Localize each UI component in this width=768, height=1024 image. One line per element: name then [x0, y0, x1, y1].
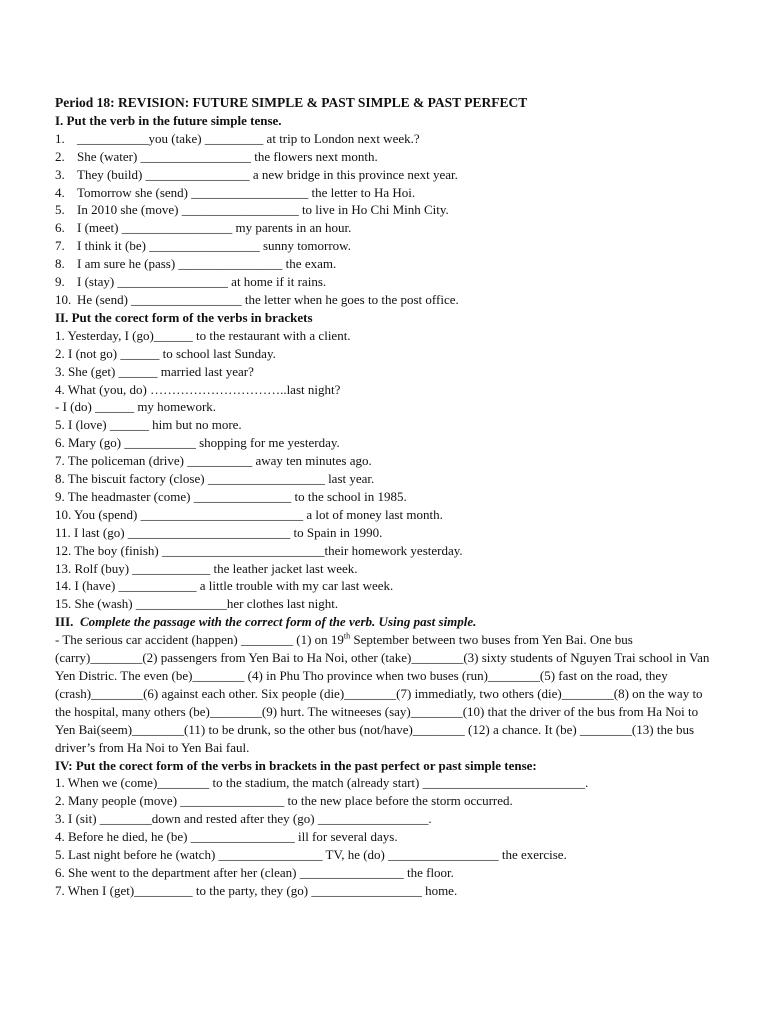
- list-item: 1. Yesterday, I (go)______ to the restaurant with a client.: [55, 327, 351, 343]
- item-text: Tomorrow she (send) __________________ the letter to Ha Hoi.: [77, 184, 416, 200]
- list-item: 2. Many people (move) ________________ to the new place before the storm occurred.: [55, 793, 513, 809]
- item-text: ___________you (take) _________ at trip to London next week.?: [77, 130, 420, 146]
- item-text: He (send) _________________ the letter when he goes to the post office.: [77, 291, 459, 307]
- item-text: I (meet) _________________ my parents in an hour.: [77, 220, 352, 236]
- section-3-number: III.: [55, 614, 74, 630]
- list-item: 4. What (you, do) …………………………..last night?: [55, 381, 341, 397]
- section-4-list: [55, 774, 715, 899]
- item-text: They (build) ________________ a new bridge in this province next year.: [77, 166, 458, 182]
- list-item: 9. The headmaster (come) _______________ to the school in 1985.: [55, 488, 407, 504]
- section-2-heading: II. Put the corect form of the verbs in brackets: [55, 309, 313, 325]
- list-item: 7. When I (get)_________ to the party, they (go) _________________ home.: [55, 882, 458, 898]
- list-item: 4. Before he died, he (be) ________________ ill for several days.: [55, 829, 398, 845]
- list-item: 3. I (sit) ________down and rested after they (go) _________________.: [55, 811, 432, 827]
- list-item: 6. Mary (go) ___________ shopping for me yesterday.: [55, 435, 340, 451]
- section-2-list: [55, 327, 715, 614]
- list-item: [55, 201, 715, 219]
- item-number: 10.: [55, 291, 72, 307]
- list-item: 13. Rolf (buy) ____________ the leather jacket last week.: [55, 560, 358, 576]
- item-text: I am sure he (pass) ________________ the exam.: [77, 256, 337, 272]
- item-text: She (water) _________________ the flowers next month.: [77, 148, 378, 164]
- section-1-heading: I. Put the verb in the future simple tense.: [55, 112, 282, 128]
- item-number: 2.: [55, 148, 65, 164]
- item-number: 7.: [55, 238, 65, 254]
- list-item: [55, 255, 715, 273]
- list-item: 14. I (have) ____________ a little trouble with my car last week.: [55, 578, 394, 594]
- list-item: 11. I last (go) _________________________ to Spain in 1990.: [55, 524, 383, 540]
- item-text: In 2010 she (move) __________________ to live in Ho Chi Minh City.: [77, 202, 449, 218]
- item-number: 3.: [55, 166, 65, 182]
- list-item: [55, 166, 715, 184]
- list-item: [55, 184, 715, 202]
- list-item: [55, 273, 715, 291]
- section-3-heading: [55, 613, 715, 631]
- item-number: 5.: [55, 202, 65, 218]
- item-text: I think it (be) _________________ sunny tomorrow.: [77, 238, 351, 254]
- item-number: 1.: [55, 130, 65, 146]
- item-text: I (stay) _________________ at home if it rains.: [77, 274, 327, 290]
- item-number: 8.: [55, 256, 65, 272]
- item-number: 6.: [55, 220, 65, 236]
- list-item: 7. The policeman (drive) __________ away ten minutes ago.: [55, 453, 372, 469]
- passage-start: - The serious car accident (happen) ________ (1) on 19: [55, 632, 344, 648]
- list-item: [55, 237, 715, 255]
- list-item: [55, 219, 715, 237]
- list-item: [55, 291, 715, 309]
- list-item: 8. The biscuit factory (close) __________________ last year.: [55, 471, 375, 487]
- list-item: 2. I (not go) ______ to school last Sunday.: [55, 345, 276, 361]
- list-item: [55, 130, 715, 148]
- list-item: 3. She (get) ______ married last year?: [55, 363, 254, 379]
- list-item: 15. She (wash) ______________her clothes last night.: [55, 596, 339, 612]
- list-item: - I (do) ______ my homework.: [55, 399, 217, 415]
- list-item: 10. You (spend) _________________________ a lot of money last month.: [55, 506, 443, 522]
- list-item: 1. When we (come)________ to the stadium, the match (already start) _________________________.: [55, 775, 589, 791]
- ordinal-suffix: th: [343, 631, 351, 641]
- list-item: 12. The boy (finish) _________________________their homework yesterday.: [55, 542, 463, 558]
- section-1-list: [55, 130, 715, 309]
- item-number: 9.: [55, 274, 65, 290]
- list-item: 5. Last night before he (watch) ________________ TV, he (do) _________________ the exercise.: [55, 847, 567, 863]
- list-item: 6. She went to the department after her (clean) ________________ the floor.: [55, 864, 454, 880]
- page-title: Period 18: REVISION: FUTURE SIMPLE & PAST SIMPLE & PAST PERFECT: [55, 95, 528, 110]
- section-3-passage: [55, 631, 715, 756]
- passage-rest: September between two buses from Yen Bai. One bus (carry)________(2) passengers from Yen Bai to Ha Noi, other (take)________(3) sixty students of Nguyen Trai school in Van Yen Distric. The even (be)________ (4) in Phu Tho province when two buses (run)________(5) fast on the road, they (crash)________(6) against each other. Six people (die)________(7) immediatly, two others (die)________(8) on the way to the hospital, many others (be)________(9) hurt. The witneeses (say)________(10) that the driver of the bus from Ha Noi to Yen Bai(seem)________(11) to be drunk, so the other bus (not/have)________ (12) a chance. It (be) ________(13) the bus driver’s from Ha Noi to Yen Bai faul.: [55, 632, 710, 755]
- section-3-title: Complete the passage with the correct form of the verb. Using past simple.: [79, 614, 477, 630]
- section-4-heading: IV: Put the corect form of the verbs in brackets in the past perfect or past simple tense:: [55, 757, 537, 773]
- worksheet-page: [55, 94, 715, 900]
- item-number: 4.: [55, 184, 65, 200]
- list-item: [55, 148, 715, 166]
- list-item: 5. I (love) ______ him but no more.: [55, 417, 242, 433]
